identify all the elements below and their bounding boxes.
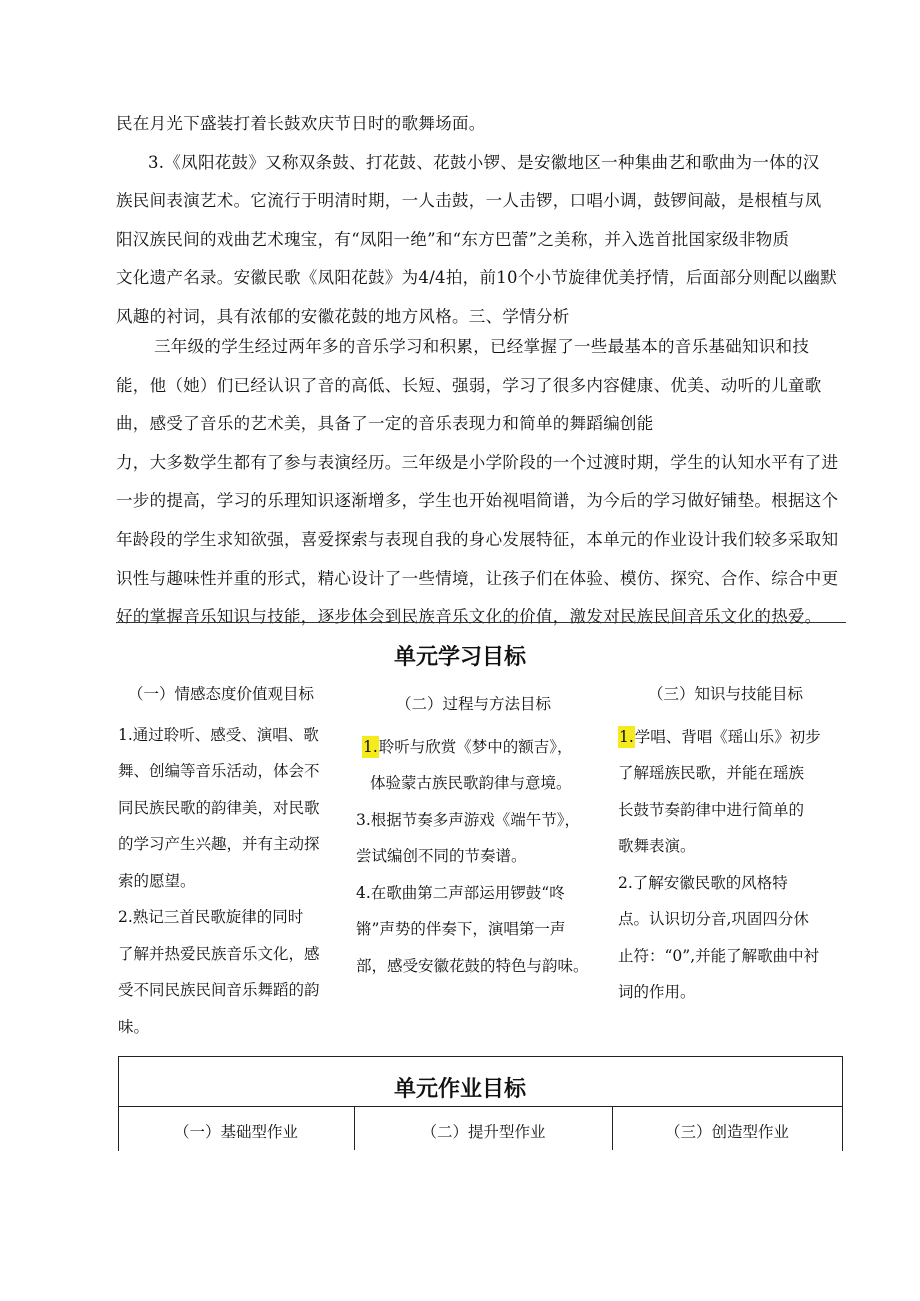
text-line: 力，大多数学生都有了参与表演经历。三年级是小学阶段的一个过渡时期，学生的认知水平有了进: [116, 452, 839, 472]
text-line: 族民间表演艺术。它流行于明清时期，一人击鼓，一人击锣，口唱小调，鼓锣间敲，是根植与凤: [116, 191, 822, 211]
homework-creative-header: （三）创造型作业: [664, 1123, 789, 1141]
text-line: 受不同民族民间音乐舞蹈的韵: [118, 981, 320, 999]
column-heading: （三）知识与技能目标: [648, 685, 804, 703]
text-line: 4.在歌曲第二声部运用锣鼓“咚: [356, 883, 565, 902]
text-line: 曲，感受了音乐的艺术美，具备了一定的音乐表现力和简单的舞蹈编创能: [116, 414, 654, 434]
text-line: 3.《凤阳花鼓》又称双条鼓、打花鼓、花鼓小锣、是安徽地区一种集曲艺和歌曲为一体的汉: [148, 152, 820, 172]
column-heading: （一）情感态度价值观目标: [128, 685, 315, 703]
text-line: 阳汉族民间的戏曲艺术瑰宝，有“凤阳一绝”和“东方巴蕾”之美称，并入选首批国家级非物质: [116, 229, 790, 249]
text-line: 了解瑶族民歌，并能在瑶族: [618, 764, 805, 782]
table-row-divider: [118, 1106, 842, 1107]
homework-goals-title: 单元作业目标: [393, 1077, 526, 1102]
column-body: [118, 717, 358, 1046]
highlighted-number: 1.: [363, 737, 378, 756]
homework-basic-header: （一）基础型作业: [173, 1123, 298, 1141]
text-line: 1.通过聆听、感受、演唱、歌: [118, 725, 319, 744]
text-line: 舞、创编等音乐活动，体会不: [118, 762, 320, 780]
text-line: 2.熟记三首民歌旋律的同时: [118, 908, 304, 926]
text-line: 长鼓节奏韵律中进行简单的: [618, 800, 805, 819]
text-line: 风趣的衬词，具有浓郁的安徽花鼓的地方风格。三、学情分析: [116, 306, 570, 326]
column-heading: （二）过程与方法目标: [396, 695, 552, 713]
text-line: 体验蒙古族民歌韵律与意境。: [370, 774, 572, 792]
line-text: 学唱、背唱《瑶山乐》初步: [634, 727, 821, 746]
analysis-paragraph: [116, 328, 846, 637]
text-line: 歌舞表演。: [618, 837, 696, 855]
text-line: 了解并热爱民族音乐文化，感: [118, 944, 320, 963]
text-line: 止符：“0”,并能了解歌曲中衬: [618, 946, 820, 965]
text-line: [356, 729, 612, 766]
text-line: 能，他（她）们已经认识了音的高低、长短、强弱，学习了很多内容健康、优美、动听的儿童歌: [116, 375, 822, 395]
text-line: 同民族民歌的韵律美，对民歌: [118, 798, 320, 817]
line-text: 聆听与欣赏《梦中的额吉》，: [378, 737, 573, 756]
text-line: 文化遗产名录。安徽民歌《凤阳花鼓》为4/4拍，前10个小节旋律优美抒情，后面部分则配以幽默: [116, 268, 838, 288]
text-line: 民在月光下盛装打着长鼓欢庆节日时的歌舞场面。: [116, 114, 486, 133]
text-line: 点。认识切分音,巩固四分休: [618, 910, 809, 928]
goal-column-process: [356, 686, 612, 984]
intro-paragraph: [116, 105, 846, 337]
text-line: 的学习产生兴趣，并有主动探: [118, 835, 320, 853]
highlighted-number: 1.: [619, 727, 634, 746]
text-line: 部，感受安徽花鼓的特色与韵味。: [356, 956, 589, 975]
goal-column-knowledge: [618, 676, 848, 1011]
text-line: 三年级的学生经过两年多的音乐学习和积累，已经掌握了一些最基本的音乐基础知识和技: [154, 337, 810, 356]
text-line: 索的愿望。: [118, 871, 196, 890]
text-line: 一步的提高，学习的乐理知识逐渐增多，学生也开始视唱简谱，为今后的学习做好铺垫。根据这个: [116, 491, 839, 511]
text-line: 锵”声势的伴奏下，演唱第一声: [356, 920, 566, 938]
learning-goals-title: 单元学习目标: [393, 645, 526, 670]
goal-column-emotion: [118, 676, 358, 1045]
text-line: 好的掌握音乐知识与技能，逐步体会到民族音乐文化的价值，激发对民族民间音乐文化的热爱。: [116, 607, 822, 627]
text-line: 味。: [118, 1017, 150, 1036]
text-line: 词的作用。: [618, 983, 696, 1001]
column-body: [618, 719, 848, 1011]
column-body: [356, 729, 612, 985]
homework-advanced-header: （二）提升型作业: [421, 1123, 546, 1141]
text-line: 2.了解安徽民歌的风格特: [618, 873, 788, 892]
text-line: [618, 719, 848, 756]
text-line: 识性与趣味性并重的形式，精心设计了一些情境，让孩子们在体验、模仿、探究、合作、综合中更: [116, 568, 839, 588]
text-line: 年龄段的学生求知欲强，喜爱探索与表现自我的身心发展特征，本单元的作业设计我们较多采取知: [116, 529, 839, 549]
text-line: 3.根据节奏多声游戏《端午节》，: [356, 810, 581, 829]
text-line: 尝试编创不同的节奏谱。: [356, 847, 527, 865]
section-divider: [116, 622, 846, 623]
